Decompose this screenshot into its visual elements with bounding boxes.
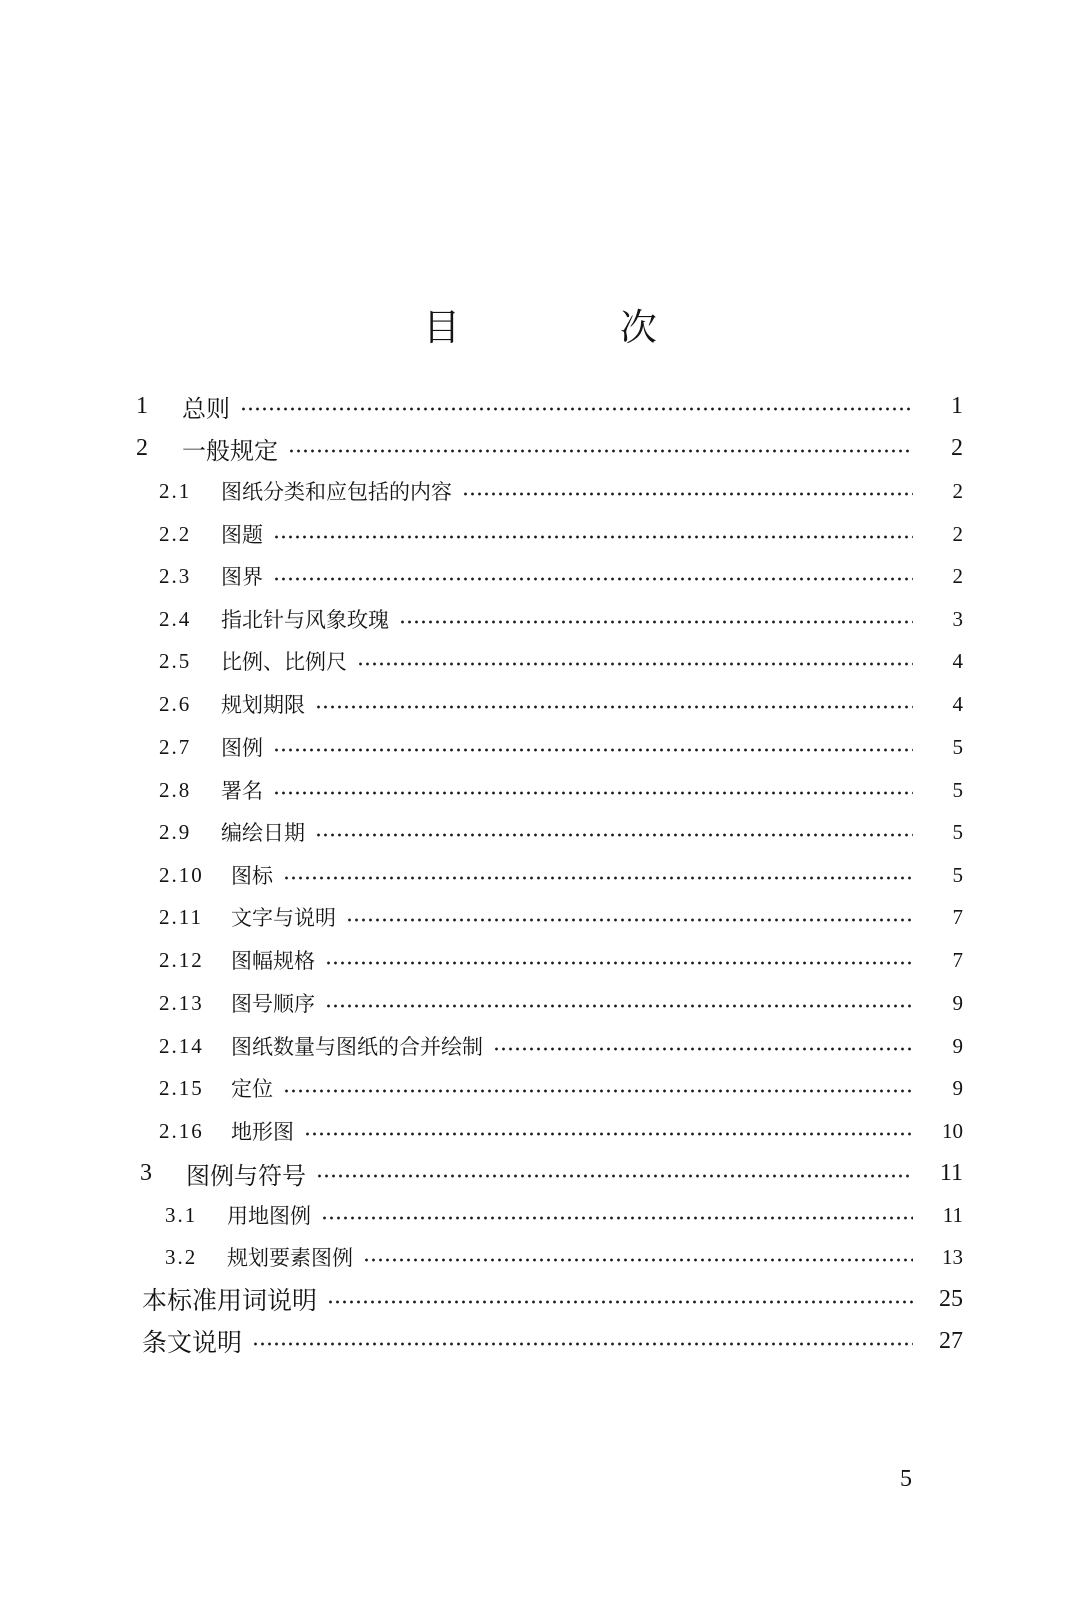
toc-number: 2.11 — [159, 904, 203, 929]
toc-page-number: 5 — [952, 862, 963, 887]
toc-number: 1 — [136, 392, 148, 419]
dot-leader — [357, 662, 913, 666]
toc-label: 图纸分类和应包括的内容 — [221, 480, 452, 504]
toc-page-number: 11 — [942, 1202, 963, 1227]
toc-number: 2.12 — [159, 947, 204, 972]
dot-leader — [462, 492, 913, 496]
toc-number: 2.10 — [159, 862, 204, 887]
toc-page-number: 5 — [952, 734, 963, 759]
toc-number: 2.7 — [159, 734, 192, 759]
toc-page-number: 2 — [951, 434, 963, 461]
toc-label: 定位 — [231, 1077, 273, 1101]
dot-leader — [363, 1258, 913, 1262]
toc-label: 规划期限 — [221, 693, 305, 717]
toc-number: 3.1 — [165, 1202, 198, 1227]
dot-leader — [252, 1342, 913, 1346]
toc-page-number: 9 — [952, 990, 963, 1015]
toc-number: 2.14 — [159, 1033, 204, 1058]
toc-number: 2.15 — [159, 1075, 204, 1100]
dot-leader — [327, 1300, 913, 1304]
toc-page-number: 4 — [952, 648, 963, 673]
dot-leader — [316, 1174, 913, 1178]
toc-label: 图纸数量与图纸的合并绘制 — [231, 1035, 483, 1059]
dot-leader — [325, 1004, 913, 1008]
toc-label: 图例与符号 — [186, 1161, 306, 1190]
toc-entry[interactable] — [159, 471, 963, 511]
toc-entry[interactable] — [140, 1153, 963, 1193]
toc-label: 文字与说明 — [231, 906, 336, 930]
toc-label: 署名 — [221, 779, 263, 803]
toc-number: 3.2 — [165, 1244, 198, 1269]
dot-leader — [346, 918, 913, 922]
toc-entry[interactable] — [159, 514, 963, 554]
toc-label: 图题 — [221, 523, 263, 547]
toc-label: 用地图例 — [227, 1204, 311, 1228]
dot-leader — [304, 1132, 913, 1136]
toc-number: 2.5 — [159, 648, 192, 673]
toc-entry[interactable] — [159, 684, 963, 724]
dot-leader — [273, 577, 913, 581]
toc-page-number: 9 — [952, 1033, 963, 1058]
toc-page-number: 7 — [952, 904, 963, 929]
dot-leader — [399, 620, 913, 624]
toc-label: 一般规定 — [182, 436, 278, 465]
toc-page-number: 7 — [952, 947, 963, 972]
toc-label: 地形图 — [231, 1120, 294, 1144]
toc-label: 图幅规格 — [231, 949, 315, 973]
toc-number: 2 — [136, 434, 148, 461]
toc-page-number: 25 — [939, 1285, 963, 1312]
toc-number: 2.8 — [159, 777, 192, 802]
toc-entry[interactable] — [159, 983, 963, 1023]
toc-page-number: 13 — [942, 1244, 963, 1269]
toc-page-number: 3 — [952, 606, 963, 631]
toc-number: 2.3 — [159, 563, 192, 588]
toc-label: 条文说明 — [142, 1328, 243, 1357]
page-number: 5 — [900, 1466, 912, 1492]
toc-page-number: 11 — [939, 1159, 963, 1186]
toc-entry[interactable] — [142, 1279, 963, 1319]
toc-entry[interactable] — [159, 770, 963, 810]
toc-entry[interactable] — [159, 727, 963, 767]
dot-leader — [315, 833, 913, 837]
toc-label: 总则 — [182, 394, 230, 423]
dot-leader — [283, 1089, 913, 1093]
toc-page-number: 10 — [942, 1118, 963, 1143]
dot-leader — [273, 748, 913, 752]
toc-label: 图标 — [231, 864, 273, 888]
toc-number: 3 — [140, 1159, 152, 1186]
toc-number: 2.9 — [159, 819, 192, 844]
dot-leader — [283, 876, 913, 880]
toc-label: 编绘日期 — [221, 821, 305, 845]
toc-label: 本标准用词说明 — [142, 1286, 318, 1315]
page-title: 目 次 — [423, 305, 731, 349]
toc-label: 图例 — [221, 736, 263, 760]
dot-leader — [240, 407, 913, 411]
toc-entry[interactable] — [159, 1026, 963, 1066]
toc-number: 2.4 — [159, 606, 192, 631]
dot-leader — [315, 705, 913, 709]
toc-label: 指北针与风象玫瑰 — [221, 608, 389, 632]
toc-entry[interactable] — [159, 599, 963, 639]
toc-page-number: 9 — [952, 1075, 963, 1100]
toc-entry[interactable] — [159, 1111, 963, 1151]
toc-page-number: 5 — [952, 777, 963, 802]
toc-number: 2.2 — [159, 521, 192, 546]
toc-page-number: 27 — [939, 1327, 963, 1354]
toc-entry[interactable] — [159, 812, 963, 852]
toc-number: 2.1 — [159, 478, 192, 503]
toc-label: 规划要素图例 — [227, 1246, 353, 1270]
toc-entry[interactable] — [142, 1321, 963, 1361]
toc-entry[interactable] — [165, 1237, 963, 1277]
toc-entry[interactable] — [159, 940, 963, 980]
toc-page-number: 2 — [952, 521, 963, 546]
dot-leader — [321, 1216, 913, 1220]
toc-page-number: 4 — [952, 691, 963, 716]
dot-leader — [273, 791, 913, 795]
toc-entry[interactable] — [165, 1195, 963, 1235]
dot-leader — [273, 535, 913, 539]
toc-page-number: 2 — [952, 563, 963, 588]
toc-label: 比例、比例尺 — [221, 650, 347, 674]
toc-page-number: 1 — [951, 392, 963, 419]
toc-number: 2.13 — [159, 990, 204, 1015]
toc-entry[interactable] — [159, 641, 963, 681]
toc-entry[interactable] — [159, 556, 963, 596]
toc-entry[interactable] — [136, 386, 963, 426]
toc-entry[interactable] — [159, 1068, 963, 1108]
toc-label: 图号顺序 — [231, 992, 315, 1016]
toc-label: 图界 — [221, 565, 263, 589]
dot-leader — [493, 1047, 913, 1051]
toc-page-number: 5 — [952, 819, 963, 844]
toc-entry[interactable] — [136, 428, 963, 468]
toc-entry[interactable] — [159, 897, 963, 937]
toc-entry[interactable] — [159, 855, 963, 895]
toc-page-number: 2 — [952, 478, 963, 503]
dot-leader — [288, 449, 913, 453]
toc-number: 2.16 — [159, 1118, 204, 1143]
dot-leader — [325, 961, 913, 965]
toc-number: 2.6 — [159, 691, 192, 716]
